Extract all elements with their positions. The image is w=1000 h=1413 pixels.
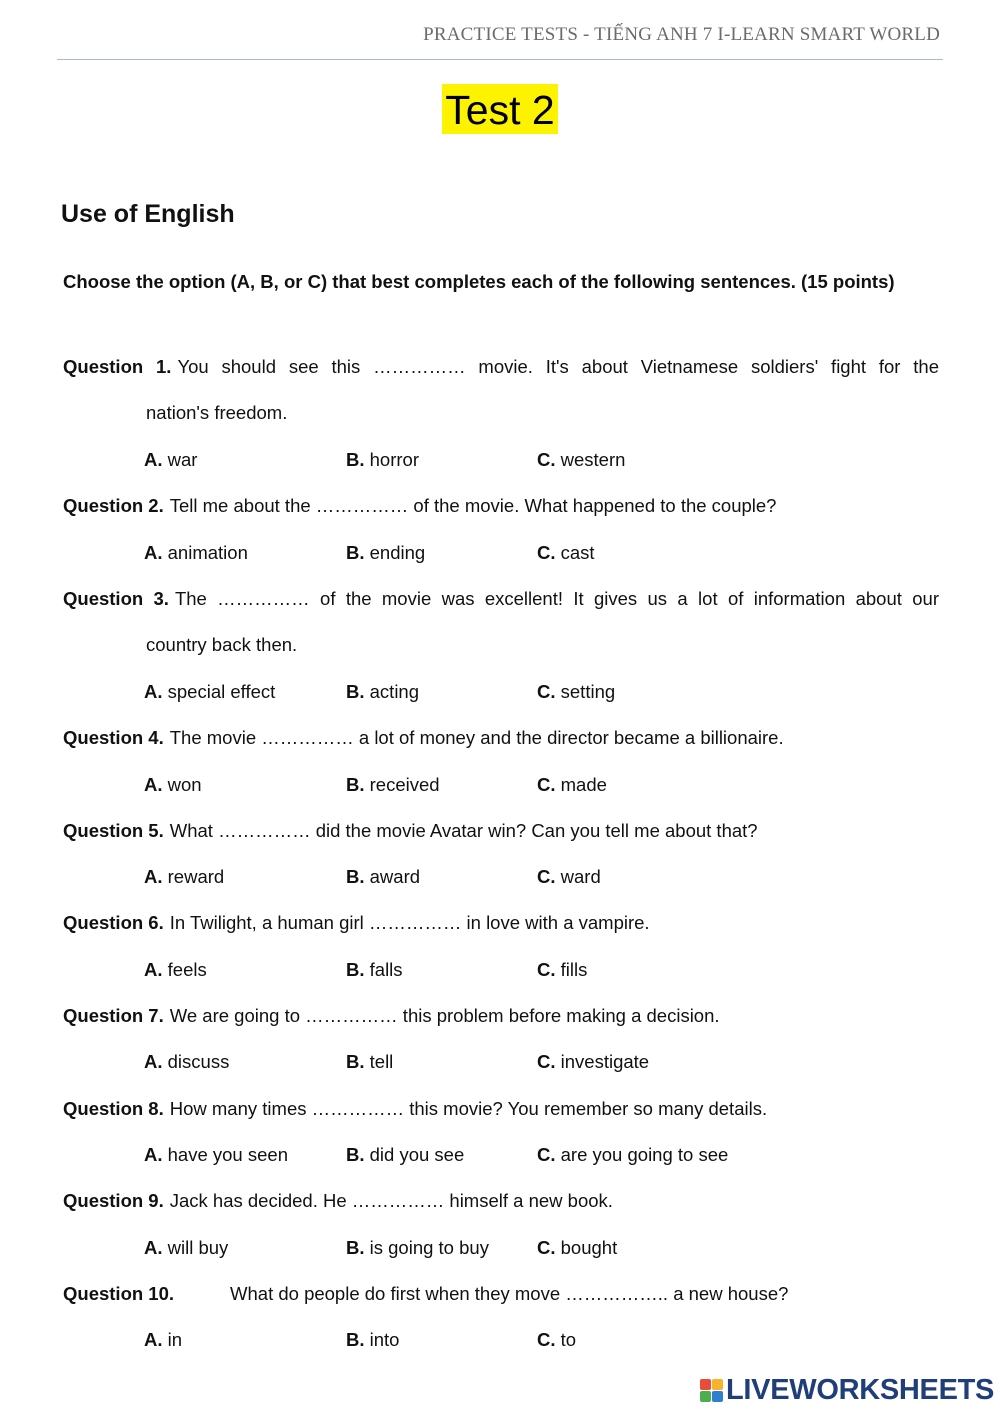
question-text: You should see this …………… movie. It's about Vietnamese soldiers' fight for the (177, 356, 939, 377)
option-a[interactable]: A. animation (144, 542, 248, 563)
question-3 (63, 576, 939, 623)
option-b[interactable]: B. acting (346, 681, 420, 702)
question-label: Question 6. (63, 912, 164, 933)
option-a[interactable]: A. discuss (144, 1051, 230, 1072)
question-1-continuation: nation's freedom. (146, 402, 288, 423)
option-a[interactable]: A. special effect (144, 681, 276, 702)
liveworksheets-logo[interactable] (700, 1373, 995, 1413)
question-label: Question 9. (63, 1190, 164, 1211)
option-b[interactable]: B. did you see (346, 1144, 465, 1165)
option-c[interactable]: C. made (537, 774, 607, 795)
option-c[interactable]: C. investigate (537, 1051, 650, 1072)
question-4-options (144, 762, 944, 808)
section-heading: Use of English (61, 200, 235, 228)
question-text: The movie …………… a lot of money and the director became a billionaire. (169, 727, 784, 748)
option-b[interactable]: B. tell (346, 1051, 394, 1072)
question-7-options (144, 1039, 944, 1085)
question-3-options (144, 669, 944, 715)
question-label: Question 8. (63, 1098, 164, 1119)
question-9-options (144, 1225, 944, 1271)
option-c[interactable]: C. are you going to see (537, 1144, 729, 1165)
question-5 (63, 808, 939, 855)
question-4 (63, 715, 939, 762)
question-9 (63, 1178, 939, 1225)
question-label: Question 5. (63, 820, 164, 841)
question-label: Question 4. (63, 727, 164, 748)
question-1 (63, 344, 939, 391)
question-8-options (144, 1132, 944, 1178)
question-5-options (144, 854, 944, 900)
question-text: What do people do first when they move …………….. a new house? (230, 1283, 789, 1304)
option-a[interactable]: A. reward (144, 866, 225, 887)
option-a[interactable]: A. will buy (144, 1237, 229, 1258)
option-b[interactable]: B. horror (346, 449, 419, 470)
option-a[interactable]: A. feels (144, 959, 207, 980)
question-label: Question 1. (63, 356, 172, 377)
question-8 (63, 1086, 939, 1133)
option-c[interactable]: C. to (537, 1329, 577, 1350)
question-label: Question 3. (63, 588, 169, 609)
question-text: We are going to …………… this problem before making a decision. (169, 1005, 720, 1026)
question-label: Question 2. (63, 495, 164, 516)
question-2 (63, 483, 939, 530)
option-b[interactable]: B. ending (346, 542, 426, 563)
question-text: The …………… of the movie was excellent! It gives us a lot of information about our (174, 588, 939, 609)
option-b[interactable]: B. award (346, 866, 421, 887)
liveworksheets-wordmark: LIVEWORKSHEETS (726, 1374, 995, 1406)
page-header: PRACTICE TESTS - TIẾNG ANH 7 I-LEARN SMART WORLD (423, 24, 940, 45)
instruction-text: Choose the option (A, B, or C) that best completes each of the following sentences. (15 points) (63, 271, 895, 292)
liveworksheets-icon (700, 1379, 724, 1403)
option-c[interactable]: C. cast (537, 542, 595, 563)
question-1-options (144, 437, 944, 483)
question-6-options (144, 947, 944, 993)
question-6 (63, 900, 939, 947)
option-a[interactable]: A. won (144, 774, 202, 795)
title-container (0, 84, 1000, 134)
question-text: Jack has decided. He …………… himself a new book. (169, 1190, 613, 1211)
question-label: Question 10. (63, 1283, 175, 1304)
option-b[interactable]: B. is going to buy (346, 1237, 489, 1258)
question-label: Question 7. (63, 1005, 164, 1026)
question-7 (63, 993, 939, 1040)
question-2-options (144, 530, 944, 576)
option-b[interactable]: B. received (346, 774, 440, 795)
option-c[interactable]: C. western (537, 449, 626, 470)
option-c[interactable]: C. fills (537, 959, 588, 980)
option-c[interactable]: C. ward (537, 866, 601, 887)
option-a[interactable]: A. in (144, 1329, 183, 1350)
question-text: In Twilight, a human girl …………… in love with a vampire. (169, 912, 650, 933)
option-c[interactable]: C. bought (537, 1237, 618, 1258)
question-text: What …………… did the movie Avatar win? Can you tell me about that? (169, 820, 758, 841)
question-text: How many times …………… this movie? You remember so many details. (169, 1098, 768, 1119)
option-b[interactable]: B. falls (346, 959, 403, 980)
option-c[interactable]: C. setting (537, 681, 616, 702)
question-text: Tell me about the …………… of the movie. What happened to the couple? (169, 495, 777, 516)
header-divider (57, 59, 943, 60)
option-a[interactable]: A. have you seen (144, 1144, 288, 1165)
option-a[interactable]: A. war (144, 449, 198, 470)
option-b[interactable]: B. into (346, 1329, 400, 1350)
question-10-options (144, 1317, 944, 1363)
question-3-continuation: country back then. (146, 634, 298, 655)
page-title: Test 2 (442, 84, 557, 134)
question-10 (63, 1271, 939, 1318)
